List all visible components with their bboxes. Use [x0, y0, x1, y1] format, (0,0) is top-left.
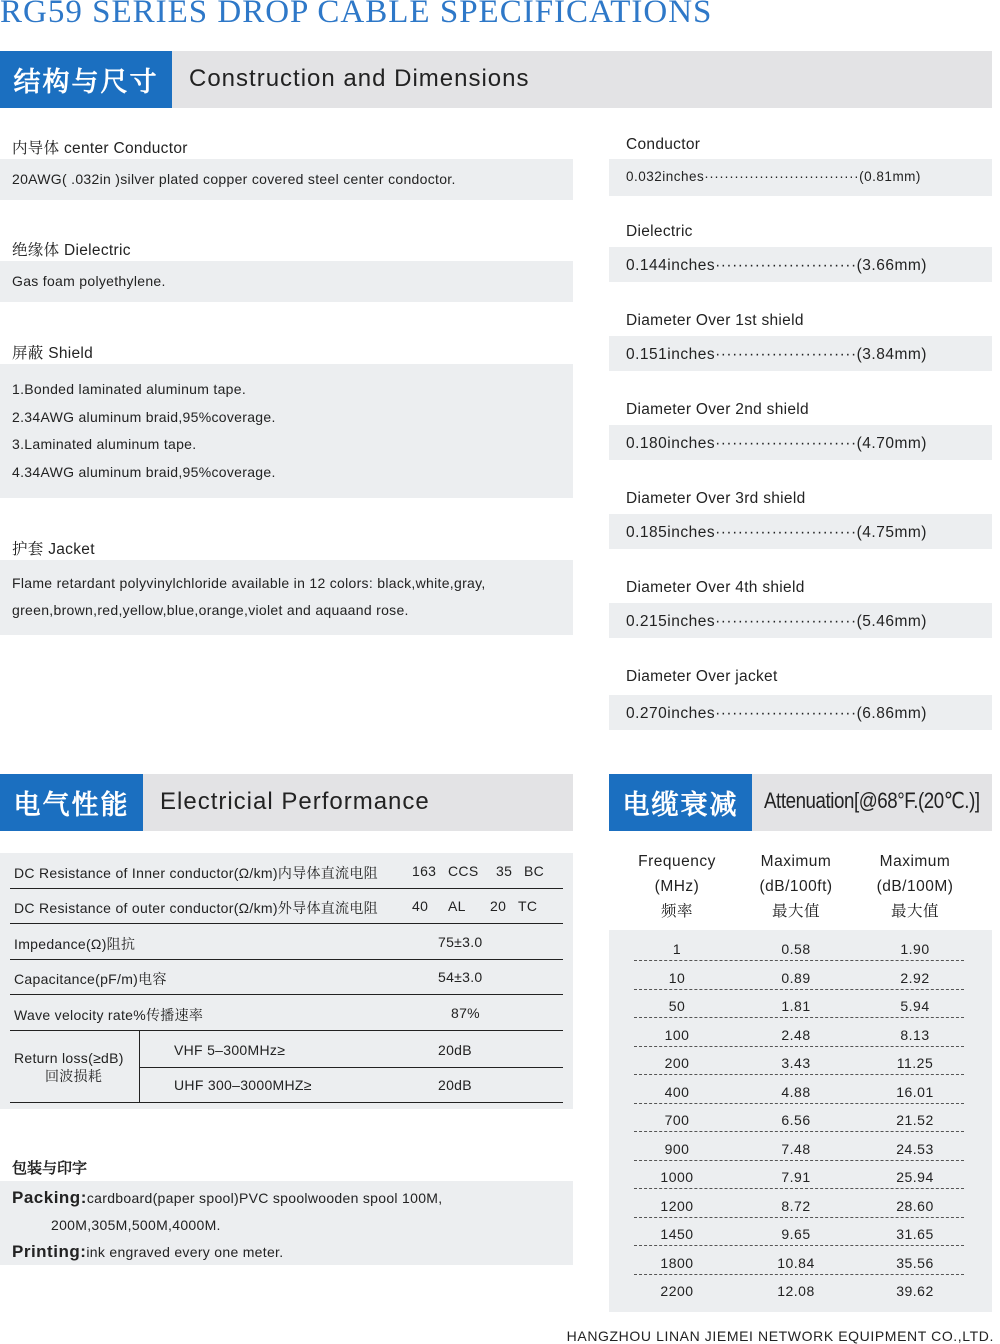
- attenuation-cell: 1.81: [781, 998, 811, 1014]
- dim-conductor-value: 0.032inches·······························(0.81mm): [626, 169, 921, 184]
- dc-outer-v1: 40: [412, 898, 429, 914]
- attenuation-cell: 1800: [660, 1254, 694, 1271]
- shield-line-3: 3.Laminated aluminum tape.: [12, 436, 197, 452]
- etable-line-1: [10, 888, 563, 889]
- att-header-frequency-3: 频率: [660, 903, 693, 920]
- attenuation-cell: 28.60: [896, 1197, 934, 1214]
- attenuation-cell: 16.01: [896, 1083, 934, 1100]
- page-title: RG59 SERIES DROP CABLE SPECIFICATIONS: [0, 0, 713, 30]
- dc-inner-v2: CCS: [448, 863, 479, 879]
- return-loss-label: Return loss(≥dB): [14, 1050, 124, 1066]
- dielectric-label: 绝缘体 Dielectric: [12, 242, 131, 259]
- attenuation-cell: 11.25: [896, 1055, 934, 1071]
- attenuation-cell: 2.92: [900, 969, 930, 986]
- attenuation-cell: 0.58: [781, 941, 811, 957]
- attenuation-cell: 200: [664, 1055, 690, 1071]
- dim-shield3-value: 0.185inches·························(4.75mm): [626, 524, 927, 541]
- etable-line-6: [139, 1067, 563, 1068]
- jacket-box: [0, 560, 573, 635]
- attenuation-cell: 8.13: [900, 1026, 930, 1043]
- dim-conductor-label: Conductor: [626, 136, 701, 153]
- dim-shield4-label: Diameter Over 4th shield: [626, 579, 805, 596]
- attenuation-cell: 1200: [660, 1197, 694, 1214]
- attenuation-cell: 8.72: [781, 1197, 811, 1214]
- shield-line-2: 2.34AWG aluminum braid,95%coverage.: [12, 409, 276, 425]
- att-header-ft-2: (dB/100ft): [759, 878, 833, 895]
- dc-outer-v2: AL: [448, 898, 466, 914]
- shield-label: 屏蔽 Shield: [12, 345, 94, 362]
- dim-jacket-value: 0.270inches·························(6.86mm): [626, 705, 927, 722]
- attenuation-row-divider: [634, 960, 964, 961]
- attenuation-heading: Attenuation[@68°F.(20℃.)]: [764, 788, 980, 813]
- att-header-ft-1: Maximum: [760, 853, 832, 870]
- attenuation-cell: 2200: [660, 1283, 694, 1299]
- footer-company: HANGZHOU LINAN JIEMEI NETWORK EQUIPMENT CO.,LTD.: [566, 1328, 994, 1344]
- dim-shield4-value: 0.215inches·························(5.46mm): [626, 613, 927, 630]
- etable-line-2: [10, 923, 563, 924]
- attenuation-cell: 100: [664, 1026, 690, 1043]
- vhf-value: 20dB: [438, 1042, 472, 1058]
- dc-outer-v4: TC: [518, 898, 538, 914]
- etable-line-5: [10, 1030, 563, 1031]
- dim-shield1-value: 0.151inches·························(3.84mm): [626, 346, 927, 363]
- attenuation-cell: 31.65: [896, 1226, 934, 1242]
- attenuation-cell: 10: [668, 969, 686, 986]
- capacitance-value: 54±3.0: [438, 969, 483, 985]
- center-conductor-text: 20AWG( .032in )silver plated copper covered steel center condoctor.: [12, 171, 456, 187]
- return-loss-label-cn: 回波损耗: [45, 1068, 103, 1084]
- dc-outer-v3: 20: [490, 898, 507, 914]
- att-header-frequency-1: Frequency: [638, 853, 716, 870]
- dc-outer-label: DC Resistance of outer conductor(Ω/km)外导体直流电阻: [14, 900, 378, 916]
- dc-inner-v1: 163: [412, 863, 437, 879]
- dielectric-text: Gas foam polyethylene.: [12, 273, 166, 289]
- velocity-label: Wave velocity rate%传播速率: [14, 1007, 204, 1023]
- dc-inner-v3: 35: [496, 863, 513, 879]
- etable-line-4: [10, 994, 563, 995]
- attenuation-cell: 1450: [660, 1226, 694, 1242]
- att-header-m-3: 最大值: [890, 903, 939, 920]
- attenuation-cell: 39.62: [896, 1283, 934, 1299]
- attenuation-row-divider: [634, 989, 964, 990]
- capacitance-label: Capacitance(pF/m)电容: [14, 971, 167, 987]
- velocity-value: 87%: [451, 1005, 480, 1021]
- attenuation-row-divider: [634, 1017, 964, 1018]
- packing-line-2: 200M,305M,500M,4000M.: [51, 1217, 221, 1233]
- attenuation-tag: 电缆衰减: [609, 774, 752, 831]
- attenuation-cell: 0.89: [781, 969, 811, 986]
- attenuation-cell: 1.90: [900, 941, 930, 957]
- dim-shield2-value: 0.180inches·························(4.70mm): [626, 435, 927, 452]
- attenuation-row-divider: [634, 1160, 964, 1161]
- uhf-band: UHF 300–3000MHZ≥: [174, 1077, 312, 1093]
- attenuation-row-divider: [634, 1217, 964, 1218]
- attenuation-row-divider: [634, 1245, 964, 1246]
- attenuation-cell: 1000: [660, 1169, 694, 1185]
- etable-vline: [139, 1030, 140, 1102]
- center-conductor-label: 内导体 center Conductor: [12, 140, 188, 157]
- packing-label: Packing:: [12, 1188, 87, 1207]
- attenuation-row-divider: [634, 1188, 964, 1189]
- attenuation-cell: 10.84: [777, 1254, 815, 1271]
- att-header-m-2: (dB/100M): [876, 878, 954, 895]
- attenuation-cell: 1: [672, 941, 682, 957]
- printing-label: Printing:: [12, 1242, 87, 1261]
- etable-line-7: [10, 1102, 563, 1103]
- attenuation-cell: 900: [664, 1140, 690, 1157]
- attenuation-cell: 5.94: [900, 998, 930, 1014]
- attenuation-cell: 35.56: [896, 1254, 934, 1271]
- attenuation-cell: 7.48: [781, 1140, 811, 1157]
- attenuation-row-divider: [634, 1131, 964, 1132]
- att-header-ft: [736, 849, 856, 924]
- attenuation-row-divider: [634, 1074, 964, 1075]
- attenuation-cell: 4.88: [781, 1083, 811, 1100]
- dim-dielectric-value: 0.144inches·························(3.66mm): [626, 257, 927, 274]
- impedance-value: 75±3.0: [438, 934, 483, 950]
- attenuation-cell: 700: [664, 1112, 690, 1128]
- att-header-ft-3: 最大值: [771, 903, 820, 920]
- att-header-m: [855, 849, 975, 924]
- attenuation-row-divider: [634, 1046, 964, 1047]
- attenuation-cell: 3.43: [781, 1055, 811, 1071]
- etable-line-3: [10, 959, 563, 960]
- attenuation-cell: 6.56: [781, 1112, 811, 1128]
- dc-inner-label: DC Resistance of Inner conductor(Ω/km)内导体直流电阻: [14, 865, 378, 881]
- printing-line: [12, 1242, 283, 1262]
- att-header-frequency: [617, 849, 737, 924]
- jacket-label: 护套 Jacket: [12, 541, 95, 558]
- att-header-frequency-2: (MHz): [654, 878, 700, 895]
- dc-inner-v4: BC: [524, 863, 545, 879]
- printing-text: ink engraved every one meter.: [86, 1244, 284, 1260]
- shield-line-4: 4.34AWG aluminum braid,95%coverage.: [12, 464, 276, 480]
- dim-dielectric-label: Dielectric: [626, 223, 693, 240]
- dim-shield2-label: Diameter Over 2nd shield: [626, 401, 809, 418]
- attenuation-cell: 2.48: [781, 1026, 811, 1043]
- uhf-value: 20dB: [438, 1077, 472, 1093]
- attenuation-cell: 9.65: [781, 1226, 811, 1242]
- packing-line-1: [12, 1188, 442, 1208]
- dim-shield3-label: Diameter Over 3rd shield: [626, 490, 806, 507]
- electrical-heading: Electricial Performance: [160, 788, 430, 815]
- packing-text: cardboard(paper spool)PVC spoolwooden spool 100M,: [86, 1190, 443, 1206]
- construction-tag: 结构与尺寸: [0, 51, 172, 108]
- impedance-label: Impedance(Ω)阻抗: [14, 936, 136, 952]
- vhf-band: VHF 5–300MHz≥: [174, 1042, 286, 1058]
- attenuation-row-divider: [634, 1103, 964, 1104]
- attenuation-cell: 25.94: [896, 1169, 934, 1185]
- electrical-tag: 电气性能: [0, 774, 143, 831]
- attenuation-cell: 12.08: [777, 1283, 815, 1299]
- attenuation-cell: 400: [664, 1083, 690, 1100]
- attenuation-cell: 50: [668, 998, 686, 1014]
- dim-shield1-label: Diameter Over 1st shield: [626, 312, 804, 329]
- attenuation-cell: 24.53: [896, 1140, 934, 1157]
- jacket-line-1: Flame retardant polyvinylchloride available in 12 colors: black,white,gray,: [12, 575, 486, 591]
- jacket-line-2: green,brown,red,yellow,blue,orange,violet and aquaand rose.: [12, 602, 409, 618]
- attenuation-cell: 7.91: [781, 1169, 811, 1185]
- construction-heading: Construction and Dimensions: [189, 65, 530, 92]
- attenuation-cell: 21.52: [896, 1112, 934, 1128]
- attenuation-row-divider: [634, 1274, 964, 1275]
- shield-line-1: 1.Bonded laminated aluminum tape.: [12, 381, 247, 397]
- att-header-m-1: Maximum: [879, 853, 951, 870]
- dim-jacket-label: Diameter Over jacket: [626, 668, 778, 685]
- packing-title: 包装与印字: [12, 1160, 88, 1177]
